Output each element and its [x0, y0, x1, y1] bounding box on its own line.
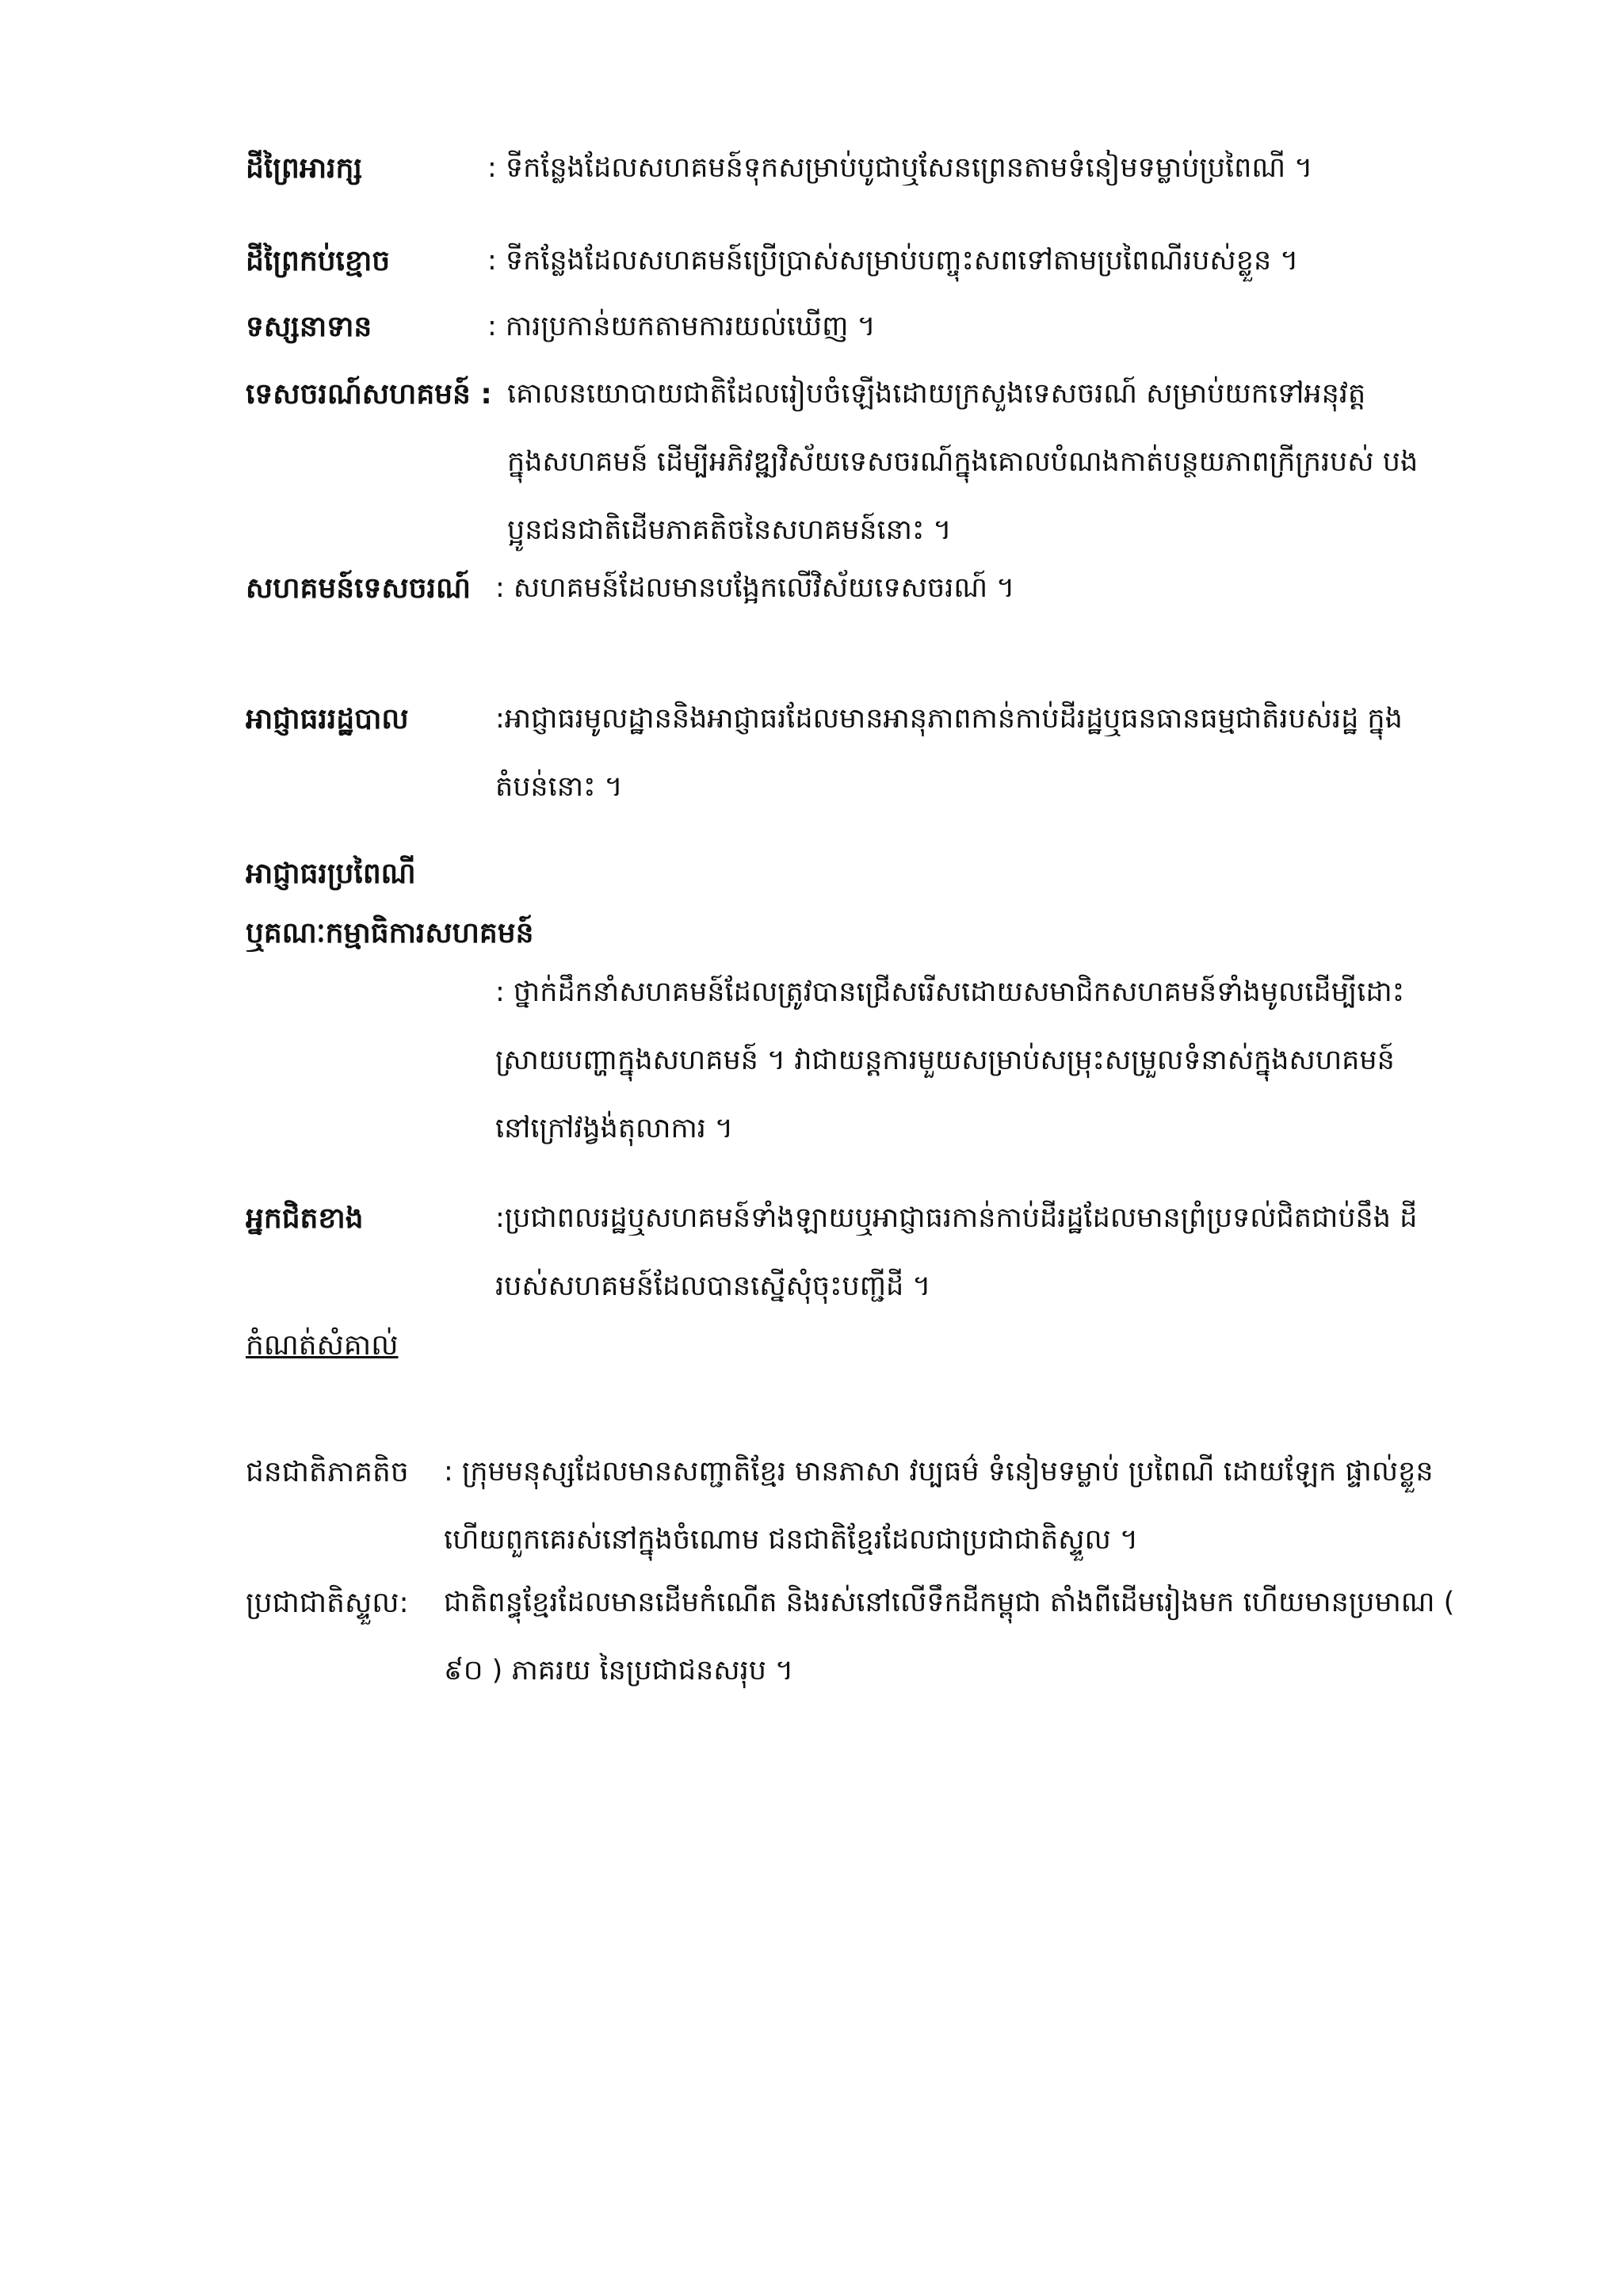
- note-definition: ជាតិពន្ធុខ្មែរដែលមានដើមកំណើត និងរស់នៅលើទឹកដីកម្ពុជា តាំងពីដើមរៀងមក ហើយមានប្រមាណ ( ៩០ ) ភាគរយ នៃប្រជាជនសរុប ។: [444, 1587, 1455, 1687]
- heading-definition-block: [246, 971, 1434, 1161]
- glossary-entry: [246, 372, 1434, 555]
- glossary-entry: [246, 1197, 1434, 1324]
- glossary-term: សហគមន៍ទេសចរណ៍: [246, 572, 471, 605]
- glossary-definition: :អាជ្ញាធរមូលដ្ឋាននិងអាជ្ញាធរដែលមានអានុភាពកាន់កាប់ដីរដ្ឋឬធនធានធម្មជាតិរបស់រដ្ឋ ក្នុងតំបន់នោះ ។: [495, 703, 1403, 803]
- glossary-term: អ្នកជិតខាង: [246, 1202, 364, 1235]
- glossary-term: ទេសចរណ៍សហគមន៍ :: [246, 378, 492, 411]
- glossary-definition: គោលនយោបាយជាតិដែលរៀបចំឡើងដោយក្រសួងទេសចរណ៍ សម្រាប់យកទៅអនុវត្ត ក្នុងសហគមន៍ ដើម្បីអភិវឌ្ឍវិស័យទេសចរណ៍ក្នុងគោលបំណងកាត់បន្ថយភាពក្រីក្ររបស់ បងប្អូនជនជាតិដើមភាគតិចនៃសហគមន៍នោះ ។: [507, 378, 1419, 546]
- note-definition: : ក្រុមមនុស្សដែលមានសញ្ជាតិខ្មែរ មានភាសា វប្បធម៌ ទំនៀមទម្លាប់ ប្រពៃណី ដោយឡែក ផ្ទាល់ខ្លួនហើយពួកគេរស់នៅក្នុងចំណោម ជនជាតិខ្មែរដែលជាប្រជាជាតិស្ទួល ។: [444, 1456, 1434, 1556]
- glossary-entry: [246, 567, 1434, 622]
- heading-definition: : ថ្នាក់ដឹកនាំសហគមន៍ដែលត្រូវបានជ្រើសរើសដោយសមាជិកសហគមន៍ទាំងមូលដើម្បីដោះ ស្រាយបញ្ហាក្នុងសហគមន៍ ។ វាជាយន្តការមួយសម្រាប់សម្រុះសម្រួលទំនាស់ក្នុងសហគមន៍ នៅក្រៅវង្វង់តុលាការ ។: [495, 976, 1405, 1144]
- glossary-term: អាជ្ញាធររដ្ឋបាល: [246, 703, 409, 735]
- glossary-term: ដីព្រៃកប់ខ្មោច: [246, 245, 391, 277]
- glossary-definition: : ការប្រកាន់យកតាមការយល់ឃើញ ។: [487, 311, 876, 342]
- note-entry: [246, 1450, 1434, 1577]
- note-entry: [246, 1581, 1455, 1708]
- note-term: ជនជាតិភាគតិច: [246, 1456, 409, 1488]
- glossary-entry: [246, 697, 1434, 824]
- glossary-definition: :ប្រជាពលរដ្ឋឬសហគមន៍ទាំងឡាយឬអាជ្ញាធរកាន់កាប់ដីរដ្ឋដែលមានព្រំប្រទល់ជិតជាប់នឹង ដីរបស់សហគមន៍ដែលបានស្នើសុំចុះបញ្ជីដី ។: [495, 1202, 1418, 1302]
- glossary-entry: [246, 239, 1434, 295]
- glossary-entry: [246, 147, 1434, 202]
- glossary-term: ដីព្រៃអារក្ស: [246, 152, 363, 185]
- note-heading: កំណត់សំគាល់: [246, 1329, 399, 1362]
- section-heading-subtitle: ឬគណៈកម្មាធិការសហគមន៍: [246, 917, 534, 949]
- section-heading: អាជ្ញាធរប្រពៃណី: [246, 858, 416, 890]
- note-term: ប្រជាជាតិស្ទួល:: [246, 1587, 409, 1619]
- glossary-definition: : ទីកន្លែងដែលសហគមន៍ទុកសម្រាប់បូជាឬសែនព្រេនតាមទំនៀមទម្លាប់ប្រពៃណី ។: [487, 152, 1313, 184]
- glossary-entry: [246, 305, 1434, 361]
- glossary-definition: : សហគមន៍ដែលមានបង្អែកលើវិស័យទេសចរណ៍ ។: [495, 572, 1015, 604]
- glossary-definition: : ទីកន្លែងដែលសហគមន៍ប្រើប្រាស់សម្រាប់បញ្ចុះសពទៅតាមប្រពៃណីរបស់ខ្លួន ។: [487, 245, 1299, 277]
- glossary-term: ទស្សនាទាន: [246, 311, 372, 343]
